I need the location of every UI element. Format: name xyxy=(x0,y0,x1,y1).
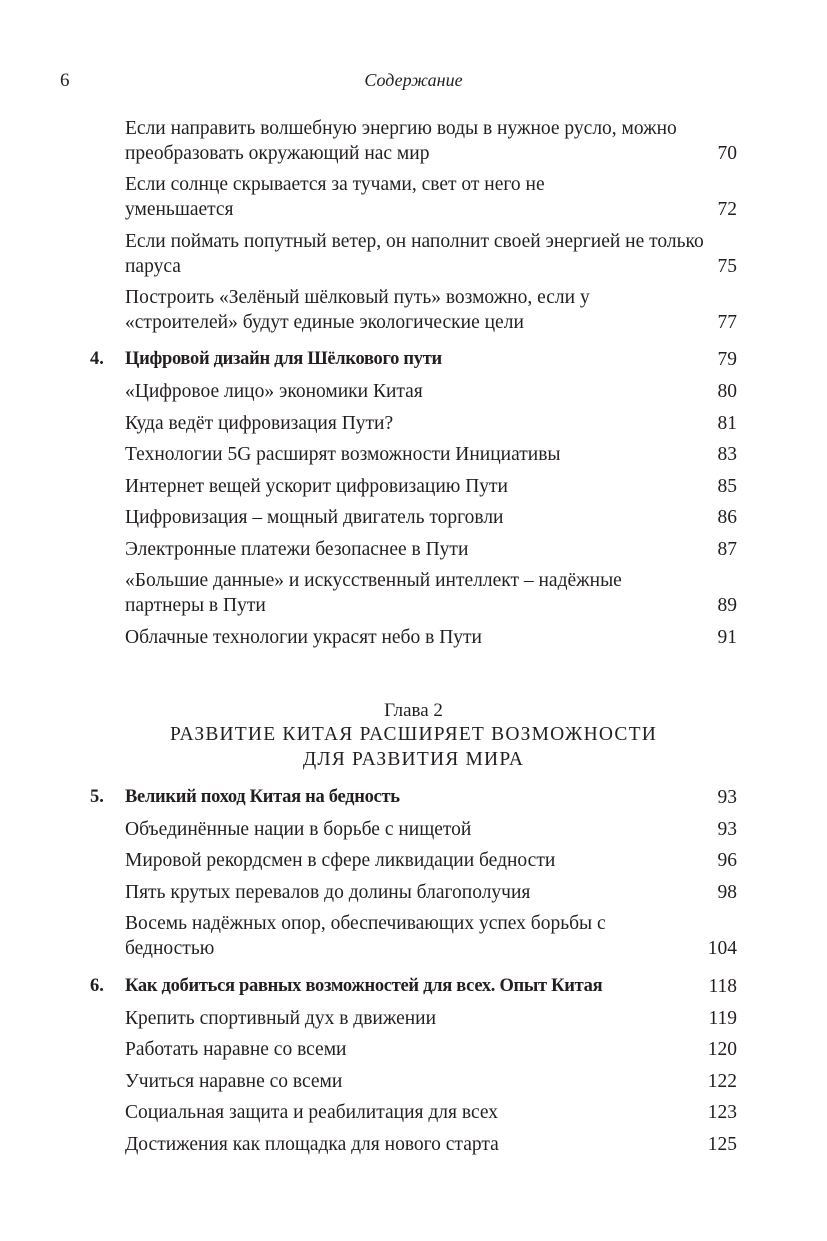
toc-entry-title: Пять крутых перевалов до долины благополучия xyxy=(125,882,531,903)
toc-entry-title: Восемь надёжных опор, обеспечивающих успех борьбы с бедностью xyxy=(125,913,606,959)
toc-entry-page: 75 xyxy=(717,256,737,277)
toc-entry-page: 104 xyxy=(707,938,737,959)
toc-entry-title: Облачные технологии украсят небо в Пути xyxy=(125,627,482,648)
toc-entry-title: Технологии 5G расширят возможности Инициативы xyxy=(125,444,561,465)
section-number: 6. xyxy=(90,976,104,996)
toc-entry-title: Объединённые нации в борьбе с нищетой xyxy=(125,819,472,840)
toc-entry-page: 80 xyxy=(717,381,737,402)
toc-entry-title: Мировой рекордсмен в сфере ликвидации бедности xyxy=(125,850,556,871)
toc-entry-title: Достижения как площадка для нового старта xyxy=(125,1134,499,1155)
toc-entry-page: 89 xyxy=(717,595,737,616)
toc-entry-title: Учиться наравне со всеми xyxy=(125,1071,343,1092)
chapter-title-line1: РАЗВИТИЕ КИТАЯ РАСШИРЯЕТ ВОЗМОЖНОСТИ xyxy=(170,724,657,745)
toc-entry-page: 83 xyxy=(717,444,737,465)
toc-entry-title: Если поймать попутный ветер, он наполнит своей энергией не только паруса xyxy=(125,231,704,277)
toc-entry-page: 98 xyxy=(717,882,737,903)
toc-entry-page: 85 xyxy=(717,476,737,497)
toc-entry-title: Построить «Зелёный шёлковый путь» возможно, если у «строителей» будут единые экологические цели xyxy=(125,287,590,333)
toc-entry-title: Если направить волшебную энергию воды в нужное русло, можно преобразовать окружающий нас мир xyxy=(125,118,677,164)
section-page: 93 xyxy=(717,787,737,808)
toc-entry-page: 123 xyxy=(707,1102,737,1123)
chapter-label: Глава 2 xyxy=(384,700,443,721)
toc-entry-page: 72 xyxy=(717,199,737,220)
toc-entry-title: Если солнце скрывается за тучами, свет от него не уменьшается xyxy=(125,174,545,220)
toc-entry-title: «Цифровое лицо» экономики Китая xyxy=(125,381,423,402)
toc-entry-page: 93 xyxy=(717,819,737,840)
toc-entry-title: Электронные платежи безопаснее в Пути xyxy=(125,539,469,560)
toc-entry-page: 81 xyxy=(717,413,737,434)
toc-entry-title: Социальная защита и реабилитация для всех xyxy=(125,1102,499,1123)
toc-entry-page: 120 xyxy=(707,1039,737,1060)
section-number: 4. xyxy=(90,349,104,369)
section-page: 118 xyxy=(708,976,737,997)
toc-entry-page: 87 xyxy=(717,539,737,560)
toc-entry-page: 70 xyxy=(717,143,737,164)
toc-entry-title: Куда ведёт цифровизация Пути? xyxy=(125,413,394,434)
toc-entry-page: 77 xyxy=(717,312,737,333)
toc-entry-page: 86 xyxy=(717,507,737,528)
toc-entry-title: Работать наравне со всеми xyxy=(125,1039,347,1060)
toc-entry-title: «Большие данные» и искусственный интеллект – надёжные партнеры в Пути xyxy=(125,570,622,616)
toc-entry-page: 119 xyxy=(708,1008,737,1029)
running-title: Содержание xyxy=(364,70,463,90)
toc-entry-page: 122 xyxy=(707,1071,737,1092)
chapter-title-line2: ДЛЯ РАЗВИТИЯ МИРА xyxy=(302,749,525,770)
toc-entry-title: Интернет вещей ускорит цифровизацию Пути xyxy=(125,476,508,497)
section-title: Как добиться равных возможностей для всех. Опыт Китая xyxy=(125,976,603,996)
toc-entry-page: 91 xyxy=(717,627,737,648)
toc-entry-title: Крепить спортивный дух в движении xyxy=(125,1008,437,1029)
page-number: 6 xyxy=(60,70,70,91)
toc-entry-page: 96 xyxy=(717,850,737,871)
toc-entry-title: Цифровизация – мощный двигатель торговли xyxy=(125,507,504,528)
section-title: Цифровой дизайн для Шёлкового пути xyxy=(125,349,442,369)
toc-entry-page: 125 xyxy=(707,1134,737,1155)
section-number: 5. xyxy=(90,787,104,807)
section-page: 79 xyxy=(717,349,737,370)
section-title: Великий поход Китая на бедность xyxy=(125,787,400,807)
running-header xyxy=(0,70,827,96)
